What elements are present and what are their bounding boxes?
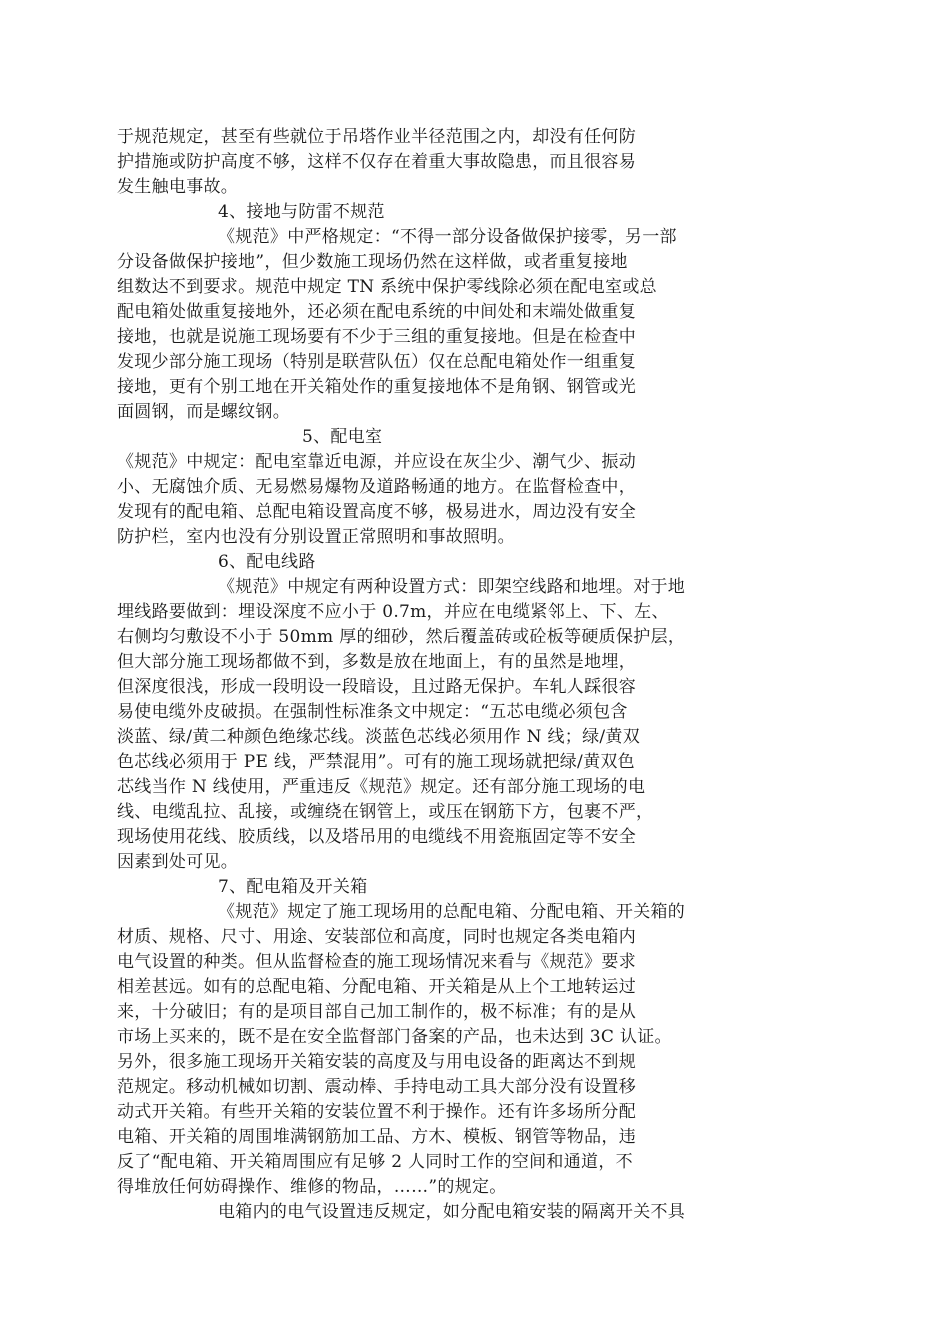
text-line: 《规范》规定了施工现场用的总配电箱、分配电箱、开关箱的 bbox=[218, 902, 686, 922]
text-line: 易使电缆外皮破损。在强制性标准条文中规定：“五芯电缆必须包含 bbox=[117, 702, 628, 722]
text-line: 动式开关箱。有些开关箱的安装位置不利于操作。还有许多场所分配 bbox=[117, 1102, 636, 1122]
text-line: 材质、规格、尺寸、用途、安装部位和高度，同时也规定各类电箱内 bbox=[117, 927, 636, 947]
text-line: 分设备做保护接地”，但少数施工现场仍然在这样做，或者重复接地 bbox=[117, 252, 628, 272]
text-line: 配电箱处做重复接地外，还必须在配电系统的中间处和末端处做重复 bbox=[117, 302, 636, 322]
section-heading-5: 5、配电室 bbox=[302, 427, 383, 447]
text-line: 《规范》中严格规定：“不得一部分设备做保护接零，另一部 bbox=[218, 227, 677, 247]
text-line: 组数达不到要求。规范中规定 TN 系统中保护零线除必须在配电室或总 bbox=[117, 277, 657, 297]
text-line: 市场上买来的，既不是在安全监督部门备案的产品，也未达到 3C 认证。 bbox=[117, 1027, 672, 1047]
text-line: 因素到处可见。 bbox=[117, 852, 239, 872]
text-line: 右侧均匀敷设不小于 50mm 厚的细砂，然后覆盖砖或砼板等硬质保护层， bbox=[117, 627, 686, 647]
text-line: 接地，更有个别工地在开关箱处作的重复接地体不是角钢、钢管或光 bbox=[117, 377, 636, 397]
text-line: 小、无腐蚀介质、无易燃易爆物及道路畅通的地方。在监督检查中， bbox=[117, 477, 636, 497]
text-line: 线、电缆乱拉、乱接，或缠绕在钢管上，或压在钢筋下方，包裹不严， bbox=[117, 802, 654, 822]
text-line: 面圆钢，而是螺纹钢。 bbox=[117, 402, 290, 422]
text-line: 来，十分破旧；有的是项目部自己加工制作的，极不标准；有的是从 bbox=[117, 1002, 636, 1022]
text-line: 防护栏，室内也没有分别设置正常照明和事故照明。 bbox=[117, 527, 515, 547]
text-line: 发生触电事故。 bbox=[117, 177, 239, 197]
text-line: 电箱内的电气设置违反规定，如分配电箱安装的隔离开关不具 bbox=[218, 1202, 686, 1222]
text-line: 《规范》中规定有两种设置方式：即架空线路和地埋。对于地 bbox=[218, 577, 686, 597]
text-line: 发现有的配电箱、总配电箱设置高度不够，极易进水，周边没有安全 bbox=[117, 502, 636, 522]
text-line: 但深度很浅，形成一段明设一段暗设，且过路无保护。车轧人踩很容 bbox=[117, 677, 636, 697]
text-line: 于规范规定，甚至有些就位于吊塔作业半径范围之内，却没有任何防 bbox=[117, 127, 636, 147]
text-line: 芯线当作 N 线使用，严重违反《规范》规定。还有部分施工现场的电 bbox=[117, 777, 646, 797]
text-line: 现场使用花线、胶质线，以及塔吊用的电缆线不用瓷瓶固定等不安全 bbox=[117, 827, 636, 847]
text-line: 但大部分施工现场都做不到，多数是放在地面上，有的虽然是地埋， bbox=[117, 652, 636, 672]
section-heading-6: 6、配电线路 bbox=[218, 552, 316, 572]
section-heading-4: 4、接地与防雷不规范 bbox=[218, 202, 385, 222]
text-line: 护措施或防护高度不够，这样不仅存在着重大事故隐患，而且很容易 bbox=[117, 152, 636, 172]
text-line: 埋线路要做到：埋设深度不应小于 0.7m，并应在电缆紧邻上、下、左、 bbox=[117, 602, 669, 622]
text-line: 得堆放任何妨碍操作、维修的物品，……”的规定。 bbox=[117, 1177, 507, 1197]
text-line: 接地，也就是说施工现场要有不少于三组的重复接地。但是在检查中 bbox=[117, 327, 636, 347]
text-line: 淡蓝、绿/黄二种颜色绝缘芯线。淡蓝色芯线必须用作 N 线；绿/黄双 bbox=[117, 727, 641, 747]
text-line: 另外，很多施工现场开关箱安装的高度及与用电设备的距离达不到规 bbox=[117, 1052, 636, 1072]
text-line: 范规定。移动机械如切割、震动棒、手持电动工具大部分没有设置移 bbox=[117, 1077, 636, 1097]
text-line: 电气设置的种类。但从监督检查的施工现场情况来看与《规范》要求 bbox=[117, 952, 636, 972]
text-line: 电箱、开关箱的周围堆满钢筋加工品、方木、模板、钢管等物品，违 bbox=[117, 1127, 636, 1147]
section-heading-7: 7、配电箱及开关箱 bbox=[218, 877, 368, 897]
text-line: 相差甚远。如有的总配电箱、分配电箱、开关箱是从上个工地转运过 bbox=[117, 977, 636, 997]
text-line: 《规范》中规定：配电室靠近电源，并应设在灰尘少、潮气少、振动 bbox=[117, 452, 636, 472]
text-line: 反了“配电箱、开关箱周围应有足够 2 人同时工作的空间和通道，不 bbox=[117, 1152, 633, 1172]
text-line: 发现少部分施工现场（特别是联营队伍）仅在总配电箱处作一组重复 bbox=[117, 352, 636, 372]
text-line: 色芯线必须用于 PE 线，严禁混用”。可有的施工现场就把绿/黄双色 bbox=[117, 752, 635, 772]
